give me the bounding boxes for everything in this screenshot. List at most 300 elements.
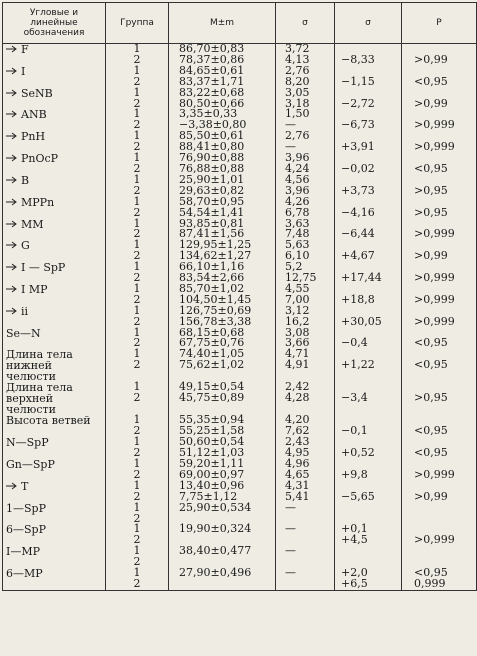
row-label-cell — [3, 175, 106, 197]
groups-value: 1 — [133, 260, 141, 274]
d-value — [341, 546, 398, 557]
p-value: >0,999 — [414, 533, 455, 547]
sigmas-value: 4,56 — [285, 172, 310, 186]
mean-cell — [169, 459, 276, 481]
header-sigma-diff: σ — [335, 3, 402, 44]
difference-cell — [335, 175, 402, 197]
groups-value: 1 — [133, 216, 141, 230]
means-value: 25,90±1,01 — [179, 172, 245, 186]
p-value: <0,95 — [414, 161, 448, 175]
row-label-cell — [3, 503, 106, 525]
row-label-cell — [3, 437, 106, 459]
row-label: F — [21, 43, 29, 56]
d-value: −6,44 — [341, 227, 375, 241]
groups-value: 2 — [133, 424, 141, 438]
row-label-cell — [3, 153, 106, 175]
group-cell — [106, 262, 169, 284]
mean-cell — [169, 415, 276, 437]
groups-value: 1 — [133, 380, 141, 394]
sigmas-value: 3,72 — [285, 42, 310, 55]
means-value: 84,65±0,61 — [179, 63, 245, 77]
sigma-cell — [276, 44, 335, 66]
groups-value: 2 — [133, 511, 141, 525]
groups-value: 1 — [133, 172, 141, 186]
row-label-cell — [3, 415, 106, 437]
sigma-cell — [276, 172, 335, 197]
means-value: 50,60±0,54 — [179, 435, 245, 449]
d-value: −0,02 — [341, 161, 375, 175]
row-label-cell — [3, 262, 106, 284]
mean-cell — [169, 500, 276, 525]
row-label-cell — [3, 568, 106, 590]
row-label-cell — [3, 109, 106, 131]
groups-value: 2 — [133, 489, 141, 503]
groups-value: 1 — [133, 151, 141, 165]
row-label: MM — [21, 217, 44, 231]
groups-value: 1 — [133, 303, 141, 317]
row-label-cell — [3, 66, 106, 88]
row-label: Длина тела нижней челюсти — [6, 348, 73, 384]
row-label-cell — [3, 382, 106, 415]
group-cell — [106, 437, 169, 459]
table-row — [3, 415, 477, 437]
means-value: 66,10±1,16 — [179, 260, 245, 274]
means-value: 88,41±0,80 — [179, 140, 245, 154]
sigmas-value: 3,96 — [285, 151, 310, 165]
means-value: 68,15±0,68 — [179, 325, 245, 339]
p-value: <0,95 — [414, 424, 448, 438]
p-cell — [402, 262, 477, 284]
row-label: PnH — [21, 130, 46, 144]
header-mean: M±m — [169, 3, 276, 44]
angle-arrow-icon — [6, 263, 17, 271]
row-label: ANB — [21, 108, 47, 122]
difference-cell — [335, 382, 402, 415]
table-row — [3, 546, 477, 568]
means-value: 83,22±0,68 — [179, 85, 245, 99]
d-value: −3,4 — [341, 391, 368, 405]
sigmas-value: 4,55 — [285, 281, 310, 295]
p-value: >0,99 — [414, 96, 448, 110]
difference-cell — [335, 546, 402, 568]
group-cell — [106, 281, 169, 306]
means-value: 76,90±0,88 — [179, 151, 245, 165]
row-label-cell — [3, 349, 106, 382]
table-row — [3, 66, 477, 88]
mean-cell — [169, 131, 276, 153]
group-cell — [106, 349, 169, 382]
groups-value: 2 — [133, 576, 141, 590]
groups-value: 2 — [133, 118, 141, 132]
angle-arrow-icon — [6, 241, 17, 249]
sigma-cell — [276, 459, 335, 481]
p-value: <0,95 — [414, 358, 448, 372]
row-label: Высота ветвей — [6, 414, 91, 428]
sigmas-value: 4,28 — [285, 391, 310, 405]
sigmas-value: 2,76 — [285, 63, 310, 77]
sigma-cell — [276, 262, 335, 284]
mean-cell — [169, 281, 276, 306]
p-cell — [402, 524, 477, 546]
sigma-cell — [276, 109, 335, 131]
sigmas-value: 3,18 — [285, 96, 310, 110]
sigmas-value: 3,08 — [285, 325, 310, 339]
group-cell — [106, 382, 169, 415]
row-label: 6—SpP — [6, 523, 46, 537]
table-row — [3, 88, 477, 110]
sigmas-value: 12,75 — [285, 271, 317, 285]
table-row — [3, 131, 477, 153]
d-value: +0,52 — [341, 446, 375, 460]
row-label: PnOcP — [21, 152, 59, 166]
group-cell — [106, 303, 169, 328]
sigma-cell — [276, 240, 335, 262]
mean-cell — [169, 349, 276, 382]
means-value: 54,54±1,41 — [179, 205, 245, 219]
groups-value: 2 — [133, 52, 141, 66]
header-group: Группа — [106, 3, 169, 44]
row-label: G — [21, 239, 30, 253]
group-cell — [106, 546, 169, 568]
means-value: 51,12±1,03 — [179, 446, 245, 460]
difference-cell — [335, 415, 402, 437]
groups-value: 1 — [133, 566, 141, 580]
d-value: +4,67 — [341, 249, 375, 263]
difference-cell — [335, 481, 402, 503]
sigmas-value: 4,24 — [285, 161, 310, 175]
sigmas-value — [285, 579, 331, 590]
groups-value: 1 — [133, 457, 141, 470]
angle-arrow-icon — [6, 285, 17, 293]
means-value: 3,35±0,33 — [179, 107, 238, 121]
mean-cell — [169, 194, 276, 219]
p-cell — [402, 437, 477, 459]
p-cell — [402, 503, 477, 525]
means-value: 83,37±1,71 — [179, 74, 245, 88]
p-cell — [402, 568, 477, 590]
group-cell — [106, 568, 169, 590]
table-row — [3, 153, 477, 175]
groups-value: 1 — [133, 42, 141, 55]
table-row — [3, 197, 477, 219]
groups-value: 2 — [133, 391, 141, 405]
table-row — [3, 175, 477, 197]
means-value: 93,85±0,81 — [179, 216, 245, 230]
sigmas-value: 4,13 — [285, 52, 310, 66]
means-value: 75,62±1,02 — [179, 358, 245, 372]
groups-value: 2 — [133, 161, 141, 175]
groups-value: 2 — [133, 533, 141, 547]
row-label: N—SpP — [6, 436, 49, 450]
p-value: >0,999 — [414, 467, 455, 481]
p-value: >0,95 — [414, 205, 448, 219]
sigmas-value: 7,62 — [285, 424, 310, 438]
groups-value: 2 — [133, 555, 141, 569]
table-body — [3, 44, 477, 591]
groups-value: 1 — [133, 478, 141, 492]
difference-cell — [335, 88, 402, 110]
means-value: 59,20±1,11 — [179, 457, 245, 470]
row-label: Длина тела верхней челюсти — [6, 381, 73, 417]
difference-cell — [335, 459, 402, 481]
p-cell — [402, 197, 477, 219]
means-value: 45,75±0,89 — [179, 391, 245, 405]
groups-value: 2 — [133, 96, 141, 110]
p-value — [414, 546, 473, 557]
means-value: 38,40±0,477 — [179, 544, 252, 558]
p-value: >0,95 — [414, 391, 448, 405]
sigmas-value: 6,78 — [285, 205, 310, 219]
angle-arrow-icon — [6, 67, 17, 75]
means-value: 85,70±1,02 — [179, 281, 245, 295]
groups-value: 1 — [133, 85, 141, 99]
means-value: 58,70±0,95 — [179, 194, 245, 208]
mean-cell — [169, 437, 276, 459]
difference-cell — [335, 153, 402, 175]
row-label: I—MP — [6, 545, 41, 559]
sigma-cell — [276, 568, 335, 590]
d-value: +1,22 — [341, 358, 375, 372]
sigma-cell — [276, 281, 335, 306]
sigmas-value: 3,12 — [285, 303, 310, 317]
d-value: −5,65 — [341, 489, 375, 503]
d-value: +3,91 — [341, 140, 375, 154]
sigma-cell — [276, 131, 335, 153]
difference-cell — [335, 437, 402, 459]
row-label: I — [21, 64, 26, 78]
means-value: 85,50±0,61 — [179, 129, 245, 143]
group-cell — [106, 325, 169, 350]
table-row — [3, 437, 477, 459]
sigma-cell — [276, 478, 335, 503]
row-label-cell — [3, 240, 106, 262]
sigmas-value: 3,63 — [285, 216, 310, 230]
sigma-cell — [276, 546, 335, 568]
mean-cell — [169, 153, 276, 175]
sigmas-value: 4,31 — [285, 478, 310, 492]
group-cell — [106, 524, 169, 546]
row-label-cell — [3, 306, 106, 328]
groups-value: 1 — [133, 347, 141, 361]
row-label-cell — [3, 88, 106, 110]
sigmas-value: 5,63 — [285, 238, 310, 252]
sigmas-value: 2,76 — [285, 129, 310, 143]
p-cell — [402, 349, 477, 382]
row-label: Se—N — [6, 326, 41, 340]
header-p: P — [402, 3, 477, 44]
groups-value: 1 — [133, 435, 141, 449]
group-cell — [106, 240, 169, 262]
row-label-cell — [3, 459, 106, 481]
p-cell — [402, 153, 477, 175]
p-value: >0,999 — [414, 227, 455, 241]
sigmas-value: — — [285, 544, 296, 558]
table-row — [3, 328, 477, 350]
sigma-cell — [276, 194, 335, 219]
means-value: 87,41±1,56 — [179, 227, 245, 241]
groups-value: 1 — [133, 129, 141, 143]
p-value: >0,999 — [414, 314, 455, 328]
p-cell — [402, 219, 477, 241]
p-value: >0,999 — [414, 140, 455, 154]
table-row — [3, 306, 477, 328]
means-value: 74,40±1,05 — [179, 347, 245, 361]
row-label: Gn—SpP — [6, 458, 55, 471]
groups-value: 2 — [133, 140, 141, 154]
row-label-cell — [3, 197, 106, 219]
means-value: 25,90±0,534 — [179, 500, 252, 514]
groups-value: 1 — [133, 544, 141, 558]
row-label-cell — [3, 524, 106, 546]
sigmas-value: 7,00 — [285, 292, 310, 306]
sigma-cell — [276, 63, 335, 88]
statistics-table — [2, 2, 477, 591]
angle-arrow-icon — [6, 307, 17, 315]
mean-cell — [169, 568, 276, 590]
angle-arrow-icon — [6, 154, 17, 162]
row-label-cell — [3, 328, 106, 350]
row-label: T — [21, 479, 29, 493]
groups-value: 2 — [133, 74, 141, 88]
d-value: +18,8 — [341, 292, 375, 306]
mean-cell — [169, 303, 276, 328]
groups-value: 2 — [133, 446, 141, 460]
group-cell — [106, 478, 169, 503]
means-value: 7,75±1,12 — [179, 489, 238, 503]
angle-arrow-icon — [6, 45, 17, 53]
sigma-cell — [276, 85, 335, 110]
difference-cell — [335, 66, 402, 88]
groups-value: 1 — [133, 63, 141, 77]
sigmas-value: 2,43 — [285, 435, 310, 449]
p-value: <0,95 — [414, 74, 448, 88]
sigma-cell — [276, 524, 335, 546]
d-value: +0,1 — [341, 522, 368, 536]
angle-arrow-icon — [6, 220, 17, 228]
sigmas-value: 4,20 — [285, 413, 310, 427]
d-value: +3,73 — [341, 183, 375, 197]
row-label-cell — [3, 219, 106, 241]
group-cell — [106, 415, 169, 437]
group-cell — [106, 63, 169, 88]
row-label: SeNB — [21, 86, 53, 100]
difference-cell — [335, 328, 402, 350]
row-label: 1—SpP — [6, 501, 46, 515]
means-value: 126,75±0,69 — [179, 303, 252, 317]
p-cell — [402, 175, 477, 197]
sigma-cell — [276, 415, 335, 437]
sigmas-value: 16,2 — [285, 314, 310, 328]
p-value: >0,99 — [414, 489, 448, 503]
mean-cell — [169, 262, 276, 284]
means-value: −3,38±0,80 — [179, 118, 247, 132]
difference-cell — [335, 131, 402, 153]
p-cell — [402, 284, 477, 306]
d-value: +2,0 — [341, 566, 368, 580]
angle-arrow-icon — [6, 110, 17, 118]
sigmas-value: — — [285, 522, 296, 536]
d-value: +30,05 — [341, 314, 382, 328]
p-value: >0,999 — [414, 118, 455, 132]
d-value: −4,16 — [341, 205, 375, 219]
sigma-cell — [276, 303, 335, 328]
p-value: >0,99 — [414, 249, 448, 263]
means-value: 129,95±1,25 — [179, 238, 252, 252]
sigmas-value: — — [285, 140, 296, 154]
means-value: 13,40±0,96 — [179, 478, 245, 492]
d-value: +4,5 — [341, 533, 368, 547]
mean-cell — [169, 85, 276, 110]
p-value — [414, 514, 473, 525]
p-value: <0,95 — [414, 336, 448, 350]
sigmas-value: 3,66 — [285, 336, 310, 350]
d-value: +9,8 — [341, 467, 368, 481]
groups-value: 2 — [133, 314, 141, 328]
p-cell — [402, 44, 477, 66]
d-value: −8,33 — [341, 52, 375, 66]
sigma-cell — [276, 325, 335, 350]
row-label-cell — [3, 546, 106, 568]
means-value: 29,63±0,82 — [179, 183, 245, 197]
groups-value: 2 — [133, 227, 141, 241]
table-row — [3, 109, 477, 131]
sigmas-value: 3,96 — [285, 183, 310, 197]
groups-value: 2 — [133, 249, 141, 263]
p-cell — [402, 88, 477, 110]
p-value: >0,95 — [414, 183, 448, 197]
means-value: 76,88±0,88 — [179, 161, 245, 175]
row-label: B — [21, 173, 30, 187]
sigmas-value: 4,71 — [285, 347, 310, 361]
means-value: 104,50±1,45 — [179, 292, 252, 306]
table-row — [3, 503, 477, 525]
header-name: Угловые и линейные обозначения — [3, 3, 106, 44]
mean-cell — [169, 325, 276, 350]
sigmas-value: 4,95 — [285, 446, 310, 460]
d-value: −0,1 — [341, 424, 368, 438]
mean-cell — [169, 44, 276, 66]
difference-cell — [335, 219, 402, 241]
table-row — [3, 459, 477, 481]
mean-cell — [169, 172, 276, 197]
row-label: ii — [21, 304, 29, 318]
table-row — [3, 524, 477, 546]
p-cell — [402, 240, 477, 262]
mean-cell — [169, 109, 276, 131]
p-cell — [402, 415, 477, 437]
sigmas-value: 4,91 — [285, 358, 310, 372]
p-cell — [402, 328, 477, 350]
difference-cell — [335, 524, 402, 546]
p-value: >0,999 — [414, 271, 455, 285]
sigmas-value: 4,26 — [285, 194, 310, 208]
table-row — [3, 219, 477, 241]
means-value: 19,90±0,324 — [179, 522, 252, 536]
group-cell — [106, 459, 169, 481]
sigmas-value: 1,50 — [285, 107, 310, 121]
group-cell — [106, 131, 169, 153]
groups-value: 1 — [133, 107, 141, 121]
sigma-cell — [276, 500, 335, 525]
means-value: 86,70±0,83 — [179, 42, 245, 55]
sigmas-value: 2,42 — [285, 380, 310, 394]
groups-value: 1 — [133, 238, 141, 252]
sigmas-value: 5,41 — [285, 489, 310, 503]
mean-cell — [169, 478, 276, 503]
p-cell — [402, 131, 477, 153]
p-cell — [402, 459, 477, 481]
sigma-cell — [276, 437, 335, 459]
